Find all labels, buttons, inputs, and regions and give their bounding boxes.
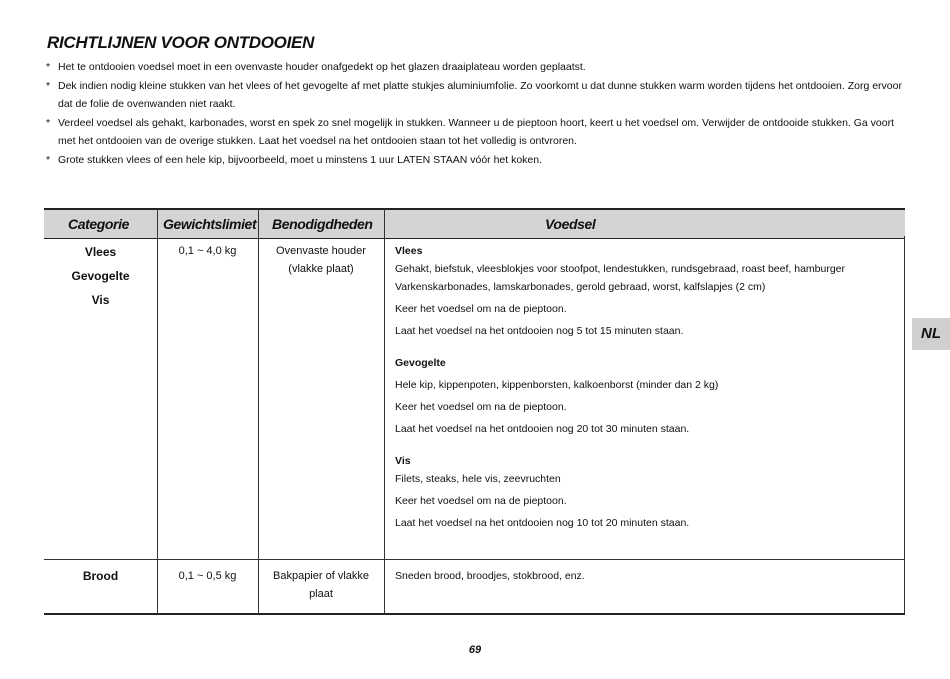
page-title: RICHTLIJNEN VOOR ONTDOOIEN — [47, 33, 315, 52]
weight-cell: 0,1 ~ 0,5 kg — [178, 570, 237, 582]
food-stand-instruction: Laat het voedsel na het ontdooien nog 5 tot 15 minuten staan. — [395, 325, 684, 337]
equipment-cell — [258, 567, 384, 603]
category-vis: Vis — [91, 293, 110, 307]
guideline-item: * Verdeel voedsel als gehakt, karbonades, worst en spek zo snel mogelijk in stukken. Wanneer u de pieptoon hoort, keert u het voedsel om. Verwijder de ontdooide stukken. Ga voort met het ontdooien van de overige stukken. Laat het voedsel na het ontdooien staan tot het volledig is ontvroren. — [44, 114, 914, 151]
column-divider — [384, 208, 385, 614]
food-items: Varkenskarbonades, lamskarbonades, gerold gebraad, worst, kalfslapjes (2 cm) — [395, 281, 766, 293]
guideline-item: * Het te ontdooien voedsel moet in een ovenvaste houder onafgedekt op het glazen draaiplateau worden geplaatst. — [44, 58, 914, 77]
column-divider — [904, 236, 905, 614]
equipment-line: Bakpapier of vlakke — [273, 570, 369, 582]
header-voedsel: Voedsel — [545, 216, 596, 232]
food-turn-instruction: Keer het voedsel om na de pieptoon. — [395, 495, 567, 507]
food-items: Gehakt, biefstuk, vleesblokjes voor stoofpot, lendestukken, rundsgebraad, roast beef, hamburger — [395, 263, 846, 275]
category-cell — [44, 240, 157, 312]
category-gevogelte: Gevogelte — [71, 269, 130, 283]
food-stand-instruction: Laat het voedsel na het ontdooien nog 10 tot 20 minuten staan. — [395, 517, 690, 529]
food-items: Hele kip, kippenpoten, kippenborsten, kalkoenborst (minder dan 2 kg) — [395, 379, 719, 391]
header-benodigdheden: Benodigdheden — [272, 216, 373, 232]
guideline-item: * Dek indien nodig kleine stukken van het vlees of het gevogelte af met platte stukjes aluminiumfolie. Zo voorkomt u dat dunne stukken warm worden tijdens het ontdooien. Zorg ervoor dat de folie de ovenwanden niet raakt. — [44, 77, 914, 114]
food-heading-vlees: Vlees — [395, 245, 423, 257]
food-cell — [395, 242, 900, 532]
food-turn-instruction: Keer het voedsel om na de pieptoon. — [395, 401, 567, 413]
table-header — [44, 208, 905, 239]
table-bottom-border — [44, 613, 905, 615]
language-tab: NL — [912, 318, 950, 350]
row-divider — [44, 559, 905, 560]
food-items: Filets, steaks, hele vis, zeevruchten — [395, 473, 561, 485]
category-brood: Brood — [82, 569, 119, 583]
header-categorie: Categorie — [68, 216, 129, 232]
food-heading-vis: Vis — [395, 455, 411, 467]
defrost-table — [44, 208, 905, 614]
category-vlees: Vlees — [84, 245, 117, 259]
equipment-line: (vlakke plaat) — [288, 263, 354, 275]
equipment-line: plaat — [309, 588, 333, 600]
page-number: 69 — [468, 644, 482, 656]
equipment-cell — [258, 242, 384, 278]
food-turn-instruction: Keer het voedsel om na de pieptoon. — [395, 303, 567, 315]
column-divider — [157, 208, 158, 614]
weight-cell: 0,1 ~ 4,0 kg — [178, 245, 237, 257]
food-cell: Sneden brood, broodjes, stokbrood, enz. — [395, 570, 585, 582]
food-stand-instruction: Laat het voedsel na het ontdooien nog 20 tot 30 minuten staan. — [395, 423, 690, 435]
header-gewichtslimiet: Gewichtslimiet — [163, 216, 257, 232]
equipment-line: Ovenvaste houder — [276, 245, 366, 257]
guideline-list — [44, 58, 914, 169]
guideline-item: * Grote stukken vlees of een hele kip, bijvoorbeeld, moet u minstens 1 uur LATEN STAAN vóór het koken. — [44, 151, 914, 170]
food-heading-gevogelte: Gevogelte — [395, 357, 446, 369]
